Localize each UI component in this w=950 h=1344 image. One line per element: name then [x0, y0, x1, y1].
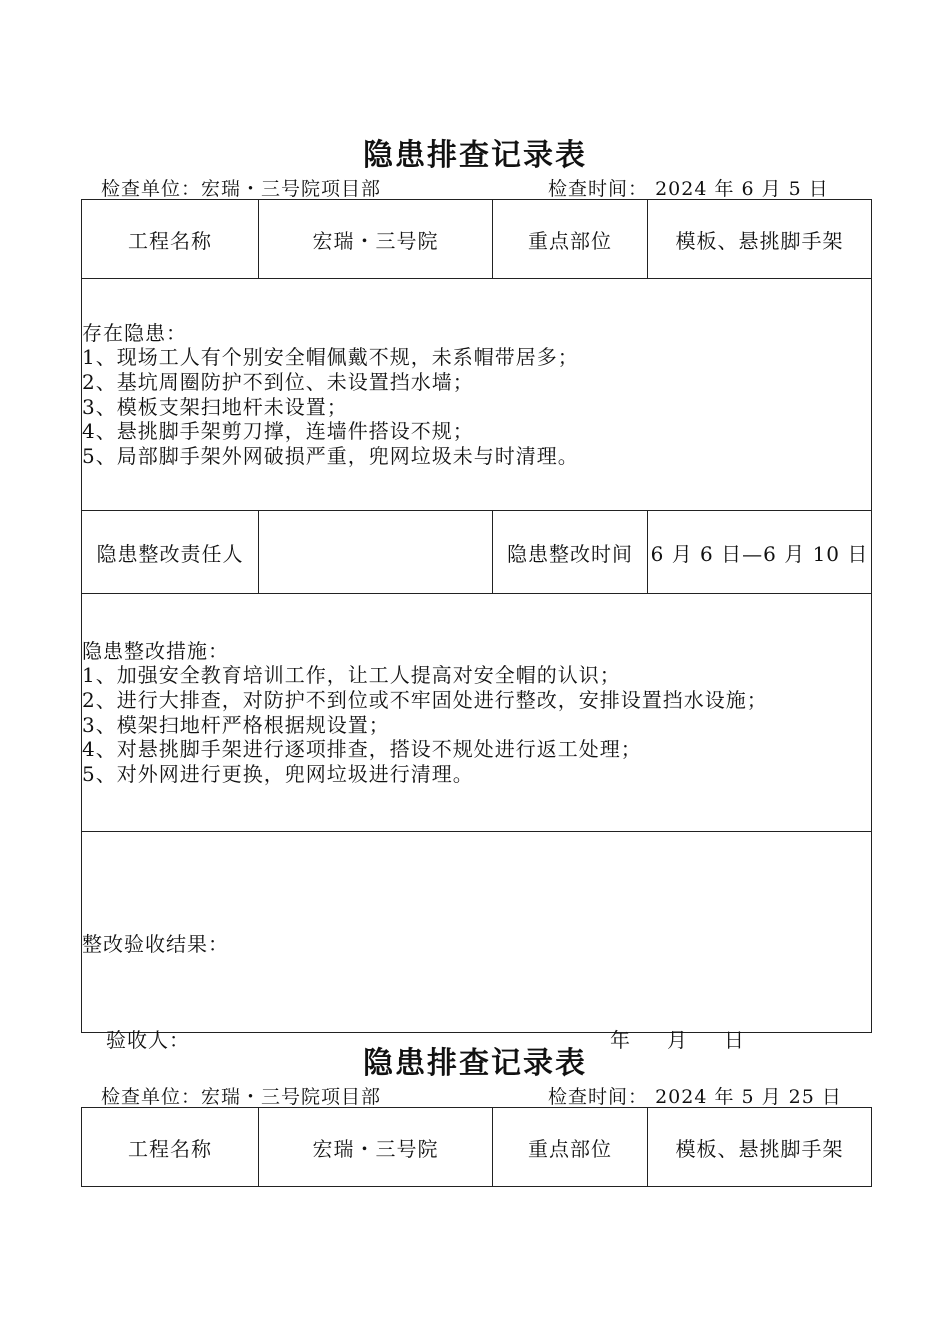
key-area-value: 模板、悬挑脚手架 — [648, 200, 872, 279]
responsible-person-label: 隐患整改责任人 — [82, 511, 259, 594]
key-area-label: 重点部位 — [493, 1108, 648, 1187]
measures-heading: 隐患整改措施： — [82, 638, 229, 663]
inspection-time — [548, 174, 829, 201]
project-name-label: 工程名称 — [82, 1108, 259, 1187]
hazard-item: 5、局部脚手架外网破损严重，兜网垃圾未与时清理。 — [82, 443, 579, 468]
measure-item: 5、对外网进行更换，兜网垃圾进行清理。 — [82, 761, 474, 786]
acceptance-heading: 整改验收结果： — [82, 932, 229, 956]
inspection-unit: 检查单位：宏瑞・三号院项目部 — [101, 1086, 382, 1108]
rectification-time-value: 6 月 6 日—6 月 10 日 — [648, 511, 872, 594]
hazard-item: 3、模板支架扫地杆未设置； — [82, 394, 348, 419]
inspector-label: 验收人： — [106, 1028, 190, 1052]
form-title: 隐患排查记录表 — [363, 1046, 587, 1081]
hazard-item: 1、现场工人有个别安全帽佩戴不规，未系帽带居多； — [82, 345, 579, 370]
hazard-item: 2、基坑周圈防护不到位、未设置挡水墙； — [82, 369, 474, 394]
measure-item: 1、加强安全教育培训工作，让工人提高对安全帽的认识； — [82, 663, 621, 688]
month-label: 月 — [667, 1028, 688, 1052]
inspection-time — [548, 1082, 842, 1109]
measure-item: 3、模架扫地杆严格根据规设置； — [82, 712, 390, 737]
form-title: 隐患排查记录表 — [363, 138, 587, 173]
responsible-person-value — [259, 511, 493, 594]
day-label: 日 — [724, 1028, 745, 1052]
hazard-record-table — [81, 199, 872, 1052]
inspection-time-value: 2024 年 6 月 5 日 — [655, 178, 829, 200]
key-area-value: 模板、悬挑脚手架 — [648, 1108, 872, 1187]
year-label: 年 — [610, 1028, 631, 1052]
hazard-record-table — [81, 1107, 872, 1187]
project-name-label: 工程名称 — [82, 200, 259, 279]
inspection-time-value: 2024 年 5 月 25 日 — [655, 1086, 842, 1108]
rectification-time-label: 隐患整改时间 — [493, 511, 648, 594]
inspection-time-label: 检查时间： — [548, 178, 649, 200]
project-name-value: 宏瑞・三号院 — [259, 200, 493, 279]
hazard-item: 4、悬挑脚手架剪刀撑，连墙件搭设不规； — [82, 419, 474, 444]
acceptance-section — [82, 832, 872, 1052]
measures-section — [82, 594, 872, 832]
measure-item: 2、进行大排查，对防护不到位或不牢固处进行整改，安排设置挡水设施； — [82, 687, 768, 712]
inspection-unit: 检查单位：宏瑞・三号院项目部 — [101, 178, 382, 200]
project-name-value: 宏瑞・三号院 — [259, 1108, 493, 1187]
measure-item: 4、对悬挑脚手架进行逐项排查，搭设不规处进行返工处理； — [82, 737, 642, 762]
inspection-time-label: 检查时间： — [548, 1086, 649, 1108]
hazards-heading: 存在隐患： — [82, 320, 187, 345]
key-area-label: 重点部位 — [493, 200, 648, 279]
hazards-section — [82, 279, 872, 511]
